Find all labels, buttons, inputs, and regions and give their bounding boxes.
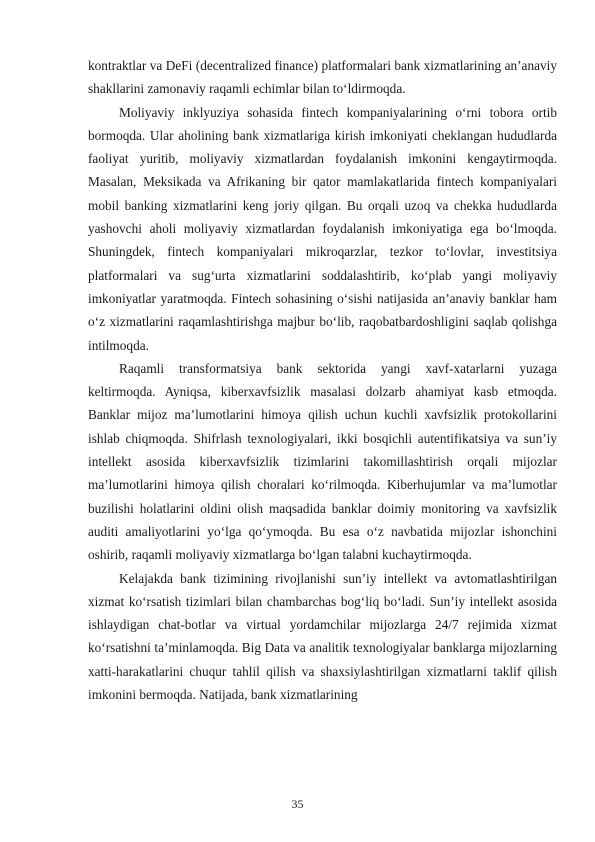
- paragraph-ai-future: Kelajakda bank tizimining rivojlanishi sun’iy intellekt va avtomatlashtirilgan xizmat ko‘rsatish tizimlari bilan chambarchas bog‘liq bo‘ladi. Sun’iy intellekt asosida ishlaydigan chat-botlar va virtual yordamchilar mijozlarga 24/7 rejimida xizmat ko‘rsatishni ta’minlamoqda. Big Data va analitik texnologiyalar banklarga mijozlarning xatti-harakatlarini chuqur tahlil qilish va shaxsiylashtirilgan xizmatlarni taklif qilish imkonini bermoqda. Natijada, bank xizmatlarining: [88, 570, 557, 703]
- page-number: 35: [291, 797, 304, 811]
- paragraph-cybersecurity: Raqamli transformatsiya bank sektorida yangi xavf-xatarlarni yuzaga keltirmoqda. Ayniqsa, kiberxavfsizlik masalasi dolzarb ahamiyat kasb etmoqda. Banklar mijoz ma’lumotlarini himoya qilish uchun kuchli xavfsizlik protokollarini ishlab chiqmoqda. Shifrlash texnologiyalari, ikki bosqichli autentifikatsiya va sun’iy intellekt asosida kiberxavfsizlik tizimlarini takomillashtirish orqali mijozlar ma’lumotlarini himoya qilish choralari ko‘rilmoqda. Kiberhujumlar va ma’lumotlar buzilishi holatlarini oldini olish maqsadida banklar doimiy monitoring va xavfsizlik auditi amaliyotlarini yo‘lga qo‘ymoqda. Bu esa o‘z navbatida mijozlar ishonchini oshirib, raqamli moliyaviy xizmatlarga bo‘lgan talabni kuchaytirmoqda.: [88, 360, 557, 563]
- paragraph-continuation: kontraktlar va DeFi (decentralized finance) platformalari bank xizmatlarining an’anaviy shakllarini zamonaviy raqamli echimlar bilan to‘ldirmoqda.: [88, 58, 557, 97]
- body-text: [88, 54, 557, 706]
- paragraph-financial-inclusion: Moliyaviy inklyuziya sohasida fintech kompaniyalarining o‘rni tobora ortib bormoqda. Ular aholining bank xizmatlariga kirish imkoniyati cheklangan hududlarda faoliyat yuritib, moliyaviy xizmatlardan foydalanish imkonini kengaytirmoqda. Masalan, Meksikada va Afrikaning bir qator mamlakatlarida fintech kompaniyalari mobil banking xizmatlarini keng joriy qilgan. Bu orqali uzoq va chekka hududlarda yashovchi aholi moliyaviy xizmatlardan foydalanish imkoniyatiga ega bo‘lmoqda. Shuningdek, fintech kompaniyalari mikroqarzlar, tezkor to‘lovlar, investitsiya platformalari va sug‘urta xizmatlarini soddalashtirib, ko‘plab yangi moliyaviy imkoniyatlar yaratmoqda. Fintech sohasining o‘sishi natijasida an’anaviy banklar ham o‘z xizmatlarini raqamlashtirishga majbur bo‘lib, raqobatbardoshligini saqlab qolishga intilmoqda.: [88, 104, 557, 353]
